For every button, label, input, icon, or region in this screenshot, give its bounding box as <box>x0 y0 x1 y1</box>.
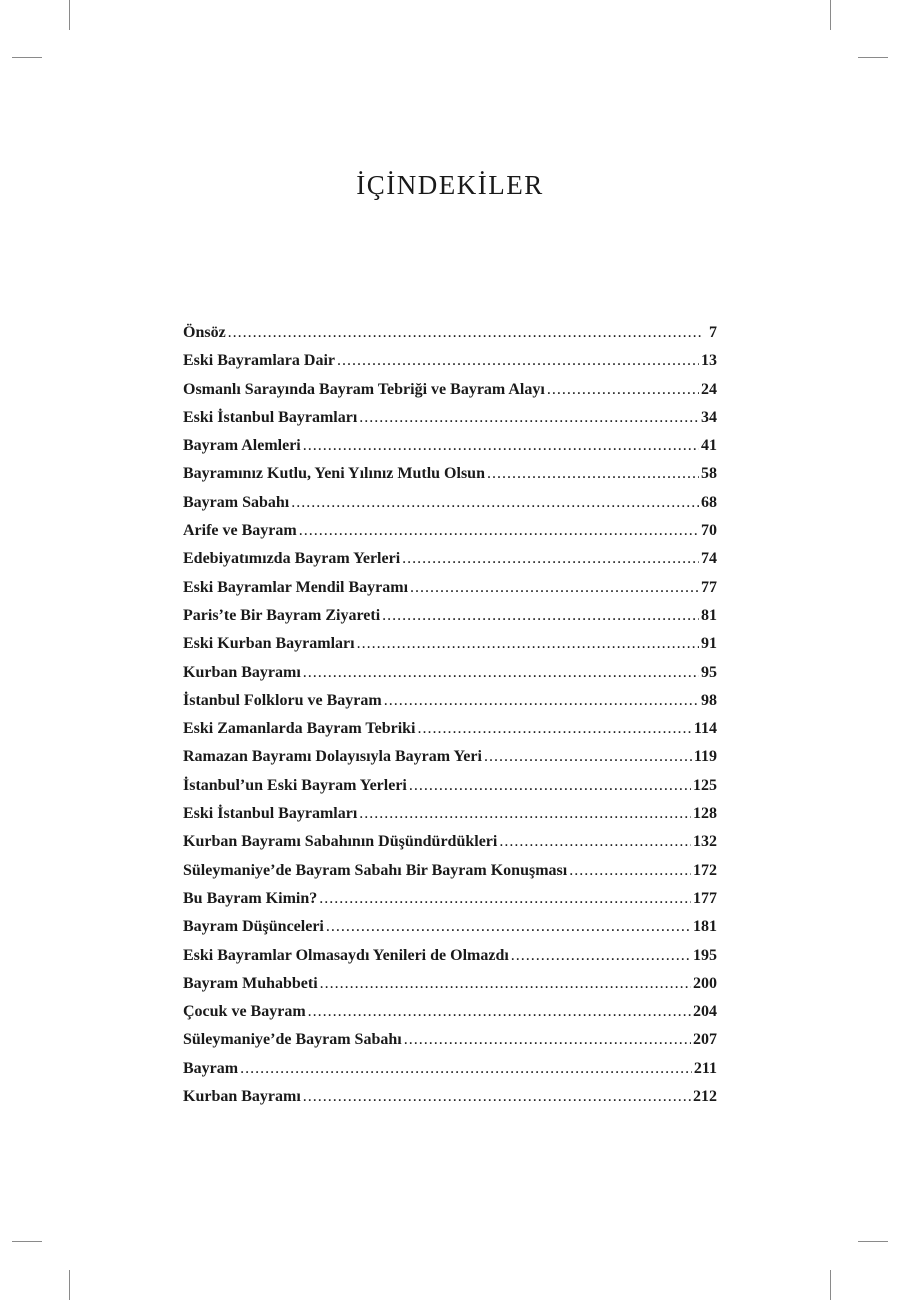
dot-leader <box>291 489 699 517</box>
toc-entry-title: Edebiyatımızda Bayram Yerleri <box>183 550 401 568</box>
toc-entry-page: 212 <box>693 1088 717 1106</box>
toc-entry-title: Kurban Bayramı Sabahının Düşündürdükleri <box>183 833 498 851</box>
toc-entry-title: Ramazan Bayramı Dolayısıyla Bayram Yeri <box>183 748 482 766</box>
dot-leader <box>569 857 691 885</box>
dot-leader <box>359 404 699 432</box>
crop-mark-top-left-horizontal <box>12 57 42 58</box>
toc-entry-title: Çocuk ve Bayram <box>183 1003 306 1021</box>
dot-leader <box>299 517 699 545</box>
dot-leader <box>409 772 691 800</box>
toc-entry-page: 181 <box>693 918 717 936</box>
dot-leader <box>418 715 692 743</box>
toc-entry-page: 132 <box>693 833 717 851</box>
dot-leader <box>337 347 699 375</box>
toc-entry <box>183 404 717 432</box>
toc-entry-title: Bayram Düşünceleri <box>183 918 324 936</box>
toc-entry-title: Bayram <box>183 1059 239 1077</box>
toc-entry-page: 13 <box>701 352 717 370</box>
toc-entry-title: Paris’te Bir Bayram Ziyareti <box>183 606 381 624</box>
crop-mark-bottom-right-horizontal <box>858 1241 888 1242</box>
dot-leader <box>308 998 691 1026</box>
dot-leader <box>228 319 701 347</box>
toc-entry <box>183 942 717 970</box>
toc-entry-title: Önsöz <box>183 324 226 341</box>
dot-leader <box>326 913 691 941</box>
toc-entry-page: 70 <box>701 522 717 540</box>
toc-entry-title: Bayram Muhabbeti <box>183 974 318 992</box>
toc-entry <box>183 630 717 658</box>
toc-entry-title: Kurban Bayramı <box>183 663 301 681</box>
toc-entry-title: Eski İstanbul Bayramları <box>183 805 358 823</box>
toc-entry-title: İstanbul’un Eski Bayram Yerleri <box>183 776 407 794</box>
toc-entry-page: 77 <box>701 578 717 596</box>
toc-entry <box>183 659 717 687</box>
toc-entry-page: 204 <box>693 1003 717 1021</box>
toc-entry <box>183 998 717 1026</box>
crop-mark-bottom-right-vertical <box>830 1270 831 1300</box>
toc-entry <box>183 319 717 347</box>
dot-leader <box>359 800 691 828</box>
toc-entry <box>183 913 717 941</box>
toc-entry-title: Bayram Sabahı <box>183 493 290 511</box>
dot-leader <box>499 828 691 856</box>
dot-leader <box>402 545 699 573</box>
dot-leader <box>384 687 699 715</box>
toc-entry <box>183 970 717 998</box>
dot-leader <box>303 1083 691 1111</box>
dot-leader <box>240 1055 692 1083</box>
table-of-contents <box>183 319 717 1111</box>
toc-entry <box>183 800 717 828</box>
toc-entry <box>183 432 717 460</box>
toc-entry-title: Eski İstanbul Bayramları <box>183 408 358 426</box>
crop-mark-bottom-left-vertical <box>69 1270 70 1300</box>
toc-entry-title: Eski Zamanlarda Bayram Tebriki <box>183 720 416 738</box>
toc-entry-title: Kurban Bayramı <box>183 1088 301 1106</box>
toc-entry-title: Bu Bayram Kimin? <box>183 889 318 907</box>
toc-entry-page: 128 <box>693 805 717 823</box>
toc-entry-title: Süleymaniye’de Bayram Sabahı Bir Bayram Konuşması <box>183 861 568 879</box>
toc-entry-title: Eski Bayramlara Dair <box>183 352 335 370</box>
toc-entry <box>183 743 717 771</box>
toc-entry-page: 58 <box>701 465 717 483</box>
toc-entry-title: Süleymaniye’de Bayram Sabahı <box>183 1031 402 1049</box>
dot-leader <box>484 743 692 771</box>
crop-mark-top-right-vertical <box>830 0 831 30</box>
dot-leader <box>547 376 699 404</box>
toc-entry-page: 7 <box>709 324 717 341</box>
toc-entry <box>183 489 717 517</box>
toc-entry-title: Eski Bayramlar Olmasaydı Yenileri de Olmazdı <box>183 946 509 964</box>
toc-entry-title: Eski Bayramlar Mendil Bayramı <box>183 578 409 596</box>
toc-entry <box>183 602 717 630</box>
toc-entry-page: 74 <box>701 550 717 568</box>
toc-entry-page: 195 <box>693 946 717 964</box>
toc-entry-page: 81 <box>701 606 717 624</box>
dot-leader <box>487 460 699 488</box>
toc-entry <box>183 574 717 602</box>
toc-entry <box>183 715 717 743</box>
toc-entry-page: 68 <box>701 493 717 511</box>
toc-entry-title: Eski Kurban Bayramları <box>183 635 355 653</box>
toc-entry <box>183 460 717 488</box>
toc-entry <box>183 885 717 913</box>
toc-entry-title: İstanbul Folkloru ve Bayram <box>183 691 382 709</box>
toc-entry <box>183 828 717 856</box>
dot-leader <box>303 432 699 460</box>
dot-leader <box>320 970 691 998</box>
toc-entry-page: 211 <box>693 1059 717 1077</box>
toc-entry <box>183 772 717 800</box>
toc-entry-page: 91 <box>701 635 717 653</box>
toc-entry-page: 114 <box>693 720 717 738</box>
toc-entry-title: Bayram Alemleri <box>183 437 301 455</box>
crop-mark-top-left-vertical <box>69 0 70 30</box>
dot-leader <box>303 659 699 687</box>
toc-entry-page: 34 <box>701 408 717 426</box>
toc-entry <box>183 857 717 885</box>
toc-entry-page: 41 <box>701 437 717 455</box>
toc-entry-page: 24 <box>701 380 717 398</box>
page-title: İÇİNDEKİLER <box>356 170 544 200</box>
toc-entry-page: 125 <box>693 776 717 794</box>
toc-entry-title: Arife ve Bayram <box>183 522 297 540</box>
dot-leader <box>410 574 699 602</box>
toc-entry-title: Bayramınız Kutlu, Yeni Yılınız Mutlu Olsun <box>183 465 485 483</box>
dot-leader <box>357 630 699 658</box>
toc-entry <box>183 517 717 545</box>
toc-entry <box>183 1083 717 1111</box>
toc-entry-page: 207 <box>693 1031 717 1049</box>
dot-leader <box>319 885 691 913</box>
toc-entry-page: 172 <box>693 861 717 879</box>
crop-mark-top-right-horizontal <box>858 57 888 58</box>
toc-entry <box>183 376 717 404</box>
toc-entry-page: 200 <box>693 974 717 992</box>
toc-entry-page: 98 <box>701 691 717 709</box>
toc-entry <box>183 545 717 573</box>
dot-leader <box>382 602 699 630</box>
dot-leader <box>404 1026 691 1054</box>
toc-entry-page: 119 <box>693 748 717 766</box>
toc-entry-title: Osmanlı Sarayında Bayram Tebriği ve Bayram Alayı <box>183 380 545 398</box>
toc-entry <box>183 1026 717 1054</box>
toc-entry-page: 95 <box>701 663 717 681</box>
toc-entry <box>183 687 717 715</box>
dot-leader <box>511 942 691 970</box>
toc-entry <box>183 347 717 375</box>
toc-entry <box>183 1055 717 1083</box>
toc-entry-page: 177 <box>693 889 717 907</box>
crop-mark-bottom-left-horizontal <box>12 1241 42 1242</box>
